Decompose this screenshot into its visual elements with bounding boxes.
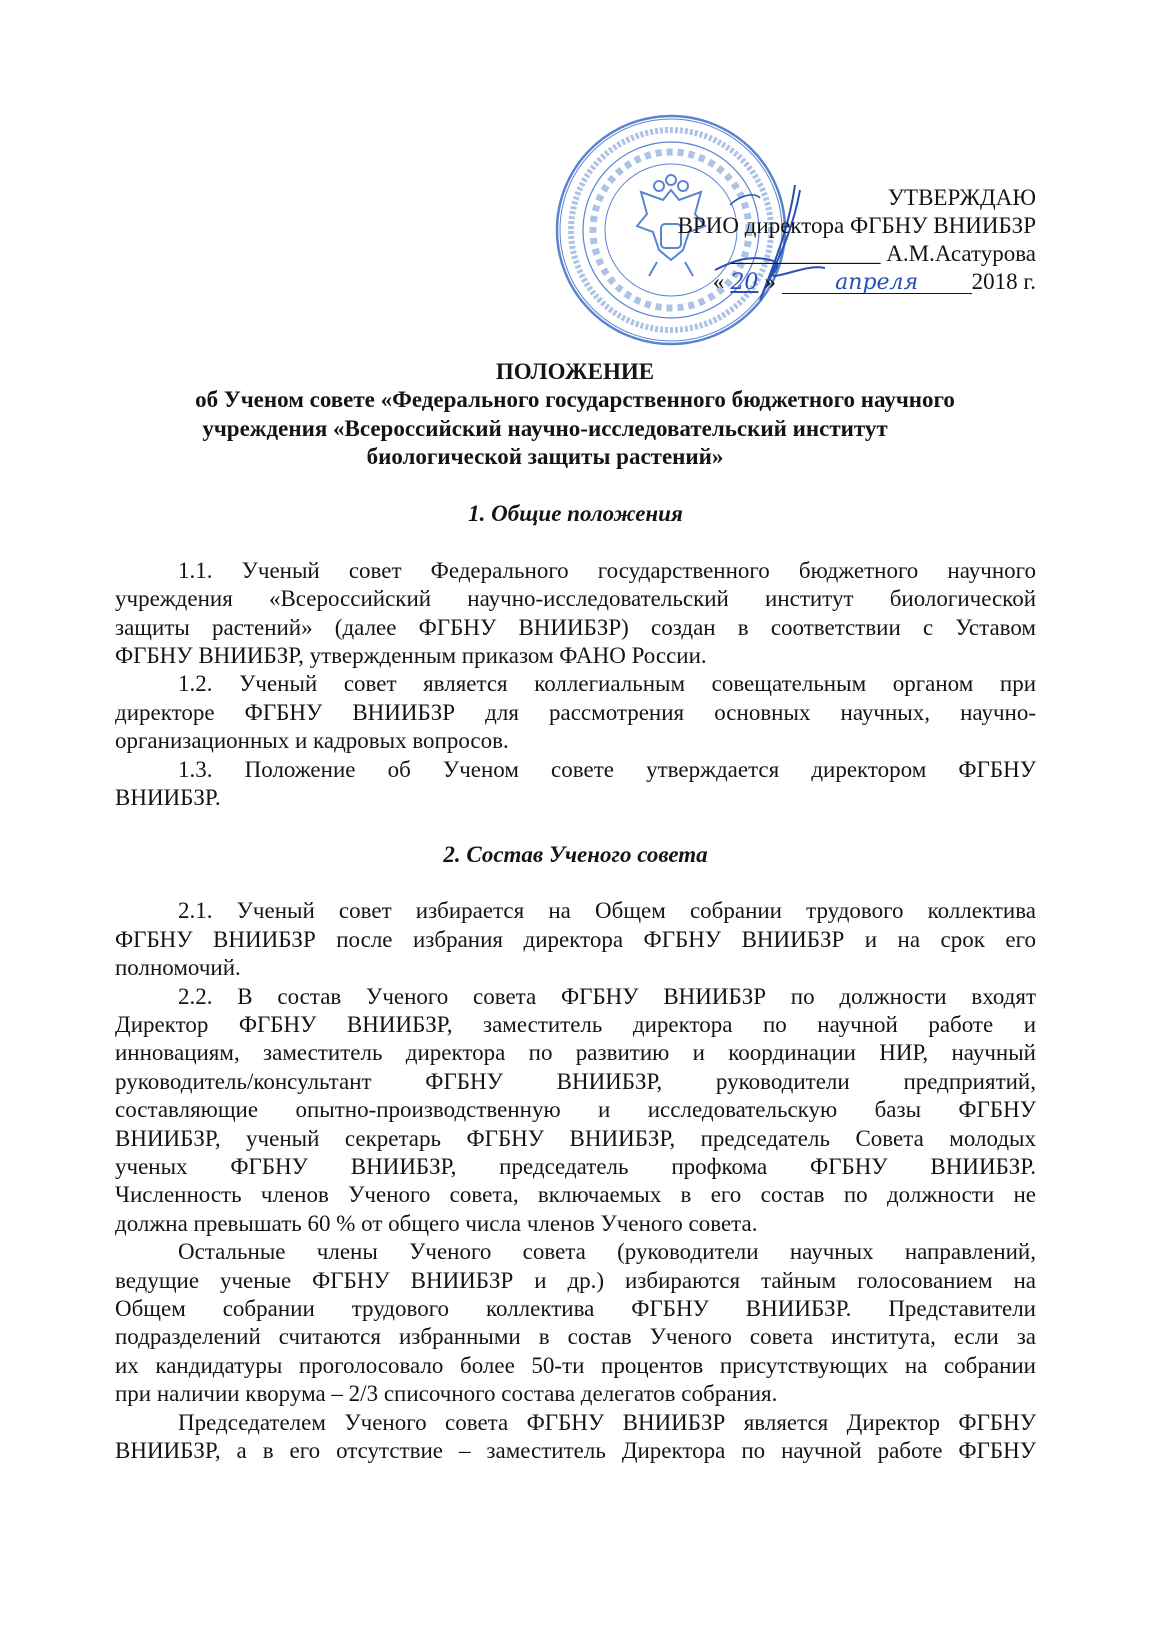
paragraph-line: ФГБНУ ВНИИБЗР, утвержденным приказом ФАНО России. [115,642,707,668]
approver-position: ВРИО директора ФГБНУ ВНИИБЗР [677,213,1036,238]
paragraph-line: защиты растений» (далее ФГБНУ ВНИИБЗР) создан в соответствии с Уставом [115,614,1036,640]
title-heading: ПОЛОЖЕНИЕ [495,359,655,384]
handwritten-day: 20 [730,270,759,295]
paragraph-line: при наличии кворума – 2/3 списочного состава делегатов собрания. [115,1381,778,1407]
approval-date: « 20 » апреля 2018 г. [712,269,1036,295]
paragraph-line: ФГБНУ ВНИИБЗР после избрания директора ФГБНУ ВНИИБЗР и на срок его [115,926,1036,952]
paragraph-line: 2.2. В состав Ученого совета ФГБНУ ВНИИБЗР по должности входят [178,983,1036,1009]
paragraph-line: организационных и кадровых вопросов. [115,728,509,754]
approve-heading: УТВЕРЖДАЮ [887,185,1036,210]
paragraph-line: Председателем Ученого совета ФГБНУ ВНИИБЗР является Директор ФГБНУ [178,1409,1036,1435]
spacer [115,812,1036,840]
paragraph-line: Директор ФГБНУ ВНИИБЗР, заместитель директора по научной работе и [115,1012,1036,1038]
paragraph-line: полномочий. [115,955,241,981]
title-line: об Ученом совете «Федерального государственного бюджетного научного [195,387,955,413]
paragraph-line: должна превышать 60 % от общего числа членов Ученого совета. [115,1210,758,1236]
document-title [110,358,1040,472]
spacer [115,869,1036,897]
title-line: биологической защиты растений» [366,444,724,470]
paragraph-line: ВНИИБЗР, а в его отсутствие – заместитель Директора по научной работе ФГБНУ [115,1437,1036,1463]
paragraph-line: директоре ФГБНУ ВНИИБЗР для рассмотрения основных научных, научно- [115,699,1036,725]
document-body [115,500,1036,1465]
paragraph-line: 1.1. Ученый совет Федерального государственного бюджетного научного [178,557,1036,583]
paragraph-line: ученых ФГБНУ ВНИИБЗР, председатель профкома ФГБНУ ВНИИБЗР. [115,1153,1036,1179]
paragraph-line: ВНИИБЗР, ученый секретарь ФГБНУ ВНИИБЗР, председатель Совета молодых [115,1125,1036,1151]
paragraph-line: ведущие ученые ФГБНУ ВНИИБЗР и др.) избираются тайным голосованием на [115,1267,1036,1293]
paragraph-line: Численность членов Ученого совета, включаемых в его состав по должности не [115,1182,1036,1208]
paragraph-line: 1.3. Положение об Ученом совете утверждается директором ФГБНУ [178,756,1036,782]
paragraph-line: Остальные члены Ученого совета (руководители научных направлений, [178,1239,1036,1265]
approval-block [560,184,1036,296]
paragraph-line: руководитель/консультант ФГБНУ ВНИИБЗР, руководители предприятий, [115,1068,1036,1094]
signature-line: _____________ А.М.Асатурова [731,241,1036,266]
paragraph-line: ВНИИБЗР. [115,784,221,810]
paragraph-line: 1.2. Ученый совет является коллегиальным совещательным органом при [178,671,1036,697]
paragraph-line: их кандидатуры проголосовало более 50-ти процентов присутствующих на собрании [115,1352,1036,1378]
paragraph-line: составляющие опытно-производственную и исследовательскую базы ФГБНУ [115,1097,1036,1123]
paragraph-line: Общем собрании трудового коллектива ФГБНУ ВНИИБЗР. Представители [115,1295,1036,1321]
section-heading: 1. Общие положения [468,501,683,526]
paragraph-line: учреждения «Всероссийский научно-исследовательский институт биологической [115,586,1036,612]
paragraph-line: инновациям, заместитель директора по развитию и координации НИР, научный [115,1040,1036,1066]
handwritten-month: апреля [782,273,972,294]
title-line: учреждения «Всероссийский научно-исследовательский институт [202,415,888,441]
spacer [115,528,1036,556]
section-heading: 2. Состав Ученого совета [443,841,708,867]
paragraph-line: 2.1. Ученый совет избирается на Общем собрании трудового коллектива [178,898,1036,924]
paragraph-line: подразделений считаются избранными в состав Ученого совета института, если за [115,1324,1036,1350]
